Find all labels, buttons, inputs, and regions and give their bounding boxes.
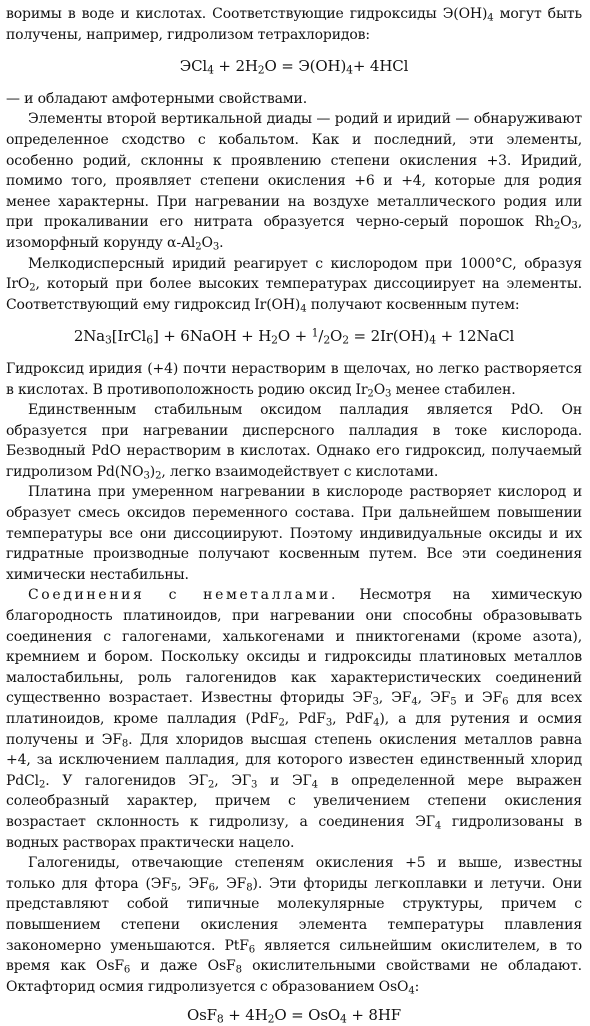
paragraph: Гидроксид иридия (+4) почти нерастворим в щелочах, но легко растворяется в кислотах. В противоположность родию оксид $Ir_2O_3$ менее стабилен. <box>6 360 582 400</box>
chemical-equation: $ЭCl_4 + 2H_2O = Э(OH)_4+ 4HCl$ <box>179 57 409 77</box>
chemical-equation: $2Na_3[IrCl_6]$ + 6NaOH + $H_2O + ^1/_2O_2 = 2Ir(OH)_4$ + 12NaCl <box>73 327 515 347</box>
paragraph: Единственным стабильным оксидом палладия является PdO. Он образуется при нагревании дисперсного палладия в токе кислорода. Безводный PdO нерастворим в кислотах. Однако его гидроксид, получаемый гидролизом $Pd(NO_3)_2$, легко взаимодействует с кислотами. <box>6 402 582 482</box>
chemical-equation: $OsF_8 + 4H_2O = OsO_4 + 8HF$ <box>186 1006 402 1026</box>
paragraph: Элементы второй вертикальной диады — родий и иридий — обнаруживают определенное сходство с кобальтом. Как и последний, эти элементы, особенно родий, склонны к проявлению степени окисления +3. Иридий, помимо того, проявляет степени окисления +6 и +4, которые для родия менее характерны. При нагревании на воздухе металлического родия или при прокаливании его нитрата образуется черно-серый порошок $Rh_2O_3$, изоморфный корунду $\alpha-Al_2O_3$. <box>6 111 582 253</box>
paragraph: Галогениды, отвечающие степеням окисления +5 и выше, известны только для фтора ($ЭF_5$, $ЭF_6$, $ЭF_8$). Эти фториды легкоплавки и летучи. Они представляют собой типичные молекулярные структуры, причем с повышением степени окисления элемента температуры плавления закономерно уменьшаются. PtF$_6$ является сильнейшим окислителем, в то время как OsF$_6$ и даже OsF$_8$ окислительными свойствами не обладают. Октафторид осмия гидролизуется с образованием OsO$_4$: <box>6 855 583 997</box>
paragraph: Мелкодисперсный иридий реагирует с кислородом при 1000°С, образуя IrO$_2$, который при более высоких температурах диссоциирует на элементы. Соответствующий ему гидроксид $Ir(OH)_4$ получают косвенным путем: <box>6 255 582 315</box>
paragraph: Соединения с неметаллами. Несмотря на химическую благородность платиноидов, при нагревании они способны образовывать соединения с галогенами, халькогенами и пниктогенами (кроме азота), кремнием и бором. Поскольку оксиды и гидроксиды платиновых металлов малостабильны, роль галогенидов как характеристических соединений существенно возрастает. Известны фториды $ЭF_3$, $ЭF_4$, $ЭF_5$ и $ЭF_6$ для всех платиноидов, кроме палладия (PdF$_2$, PdF$_3$, PdF$_4$), а для рутения и осмия получены и $ЭF_8$. Для хлоридов высшая степень окисления металлов равна +4, за исключением палладия, для которого известен единственный хлорид PdCl$_2$. У галогенидов $ЭГ_2$, $ЭГ_3$ и $ЭГ_4$ в определенной мере выражен солеобразный характер, причем с увеличением степени окисления возрастает склонность к гидролизу, а соединения $ЭГ_4$ гидролизованы в водных растворах практически нацело. <box>6 587 583 851</box>
paragraph: Платина при умеренном нагревании в кислороде растворяет кислород и образует смесь оксидов переменного состава. При дальнейшем повышении температуры все они диссоциируют. Поэтому индивидуальные оксиды и их гидратные производные получают косвенным путем. Все эти соединения химически нестабильны. <box>6 484 582 583</box>
paragraph: — и обладают амфотерными свойствами. <box>6 90 308 107</box>
paragraph: воримы в воде и кислотах. Соответствующие гидроксиды $Э(ОН)_4$ могут быть получены, например, гидролизом тетрахлоридов: <box>6 6 583 43</box>
